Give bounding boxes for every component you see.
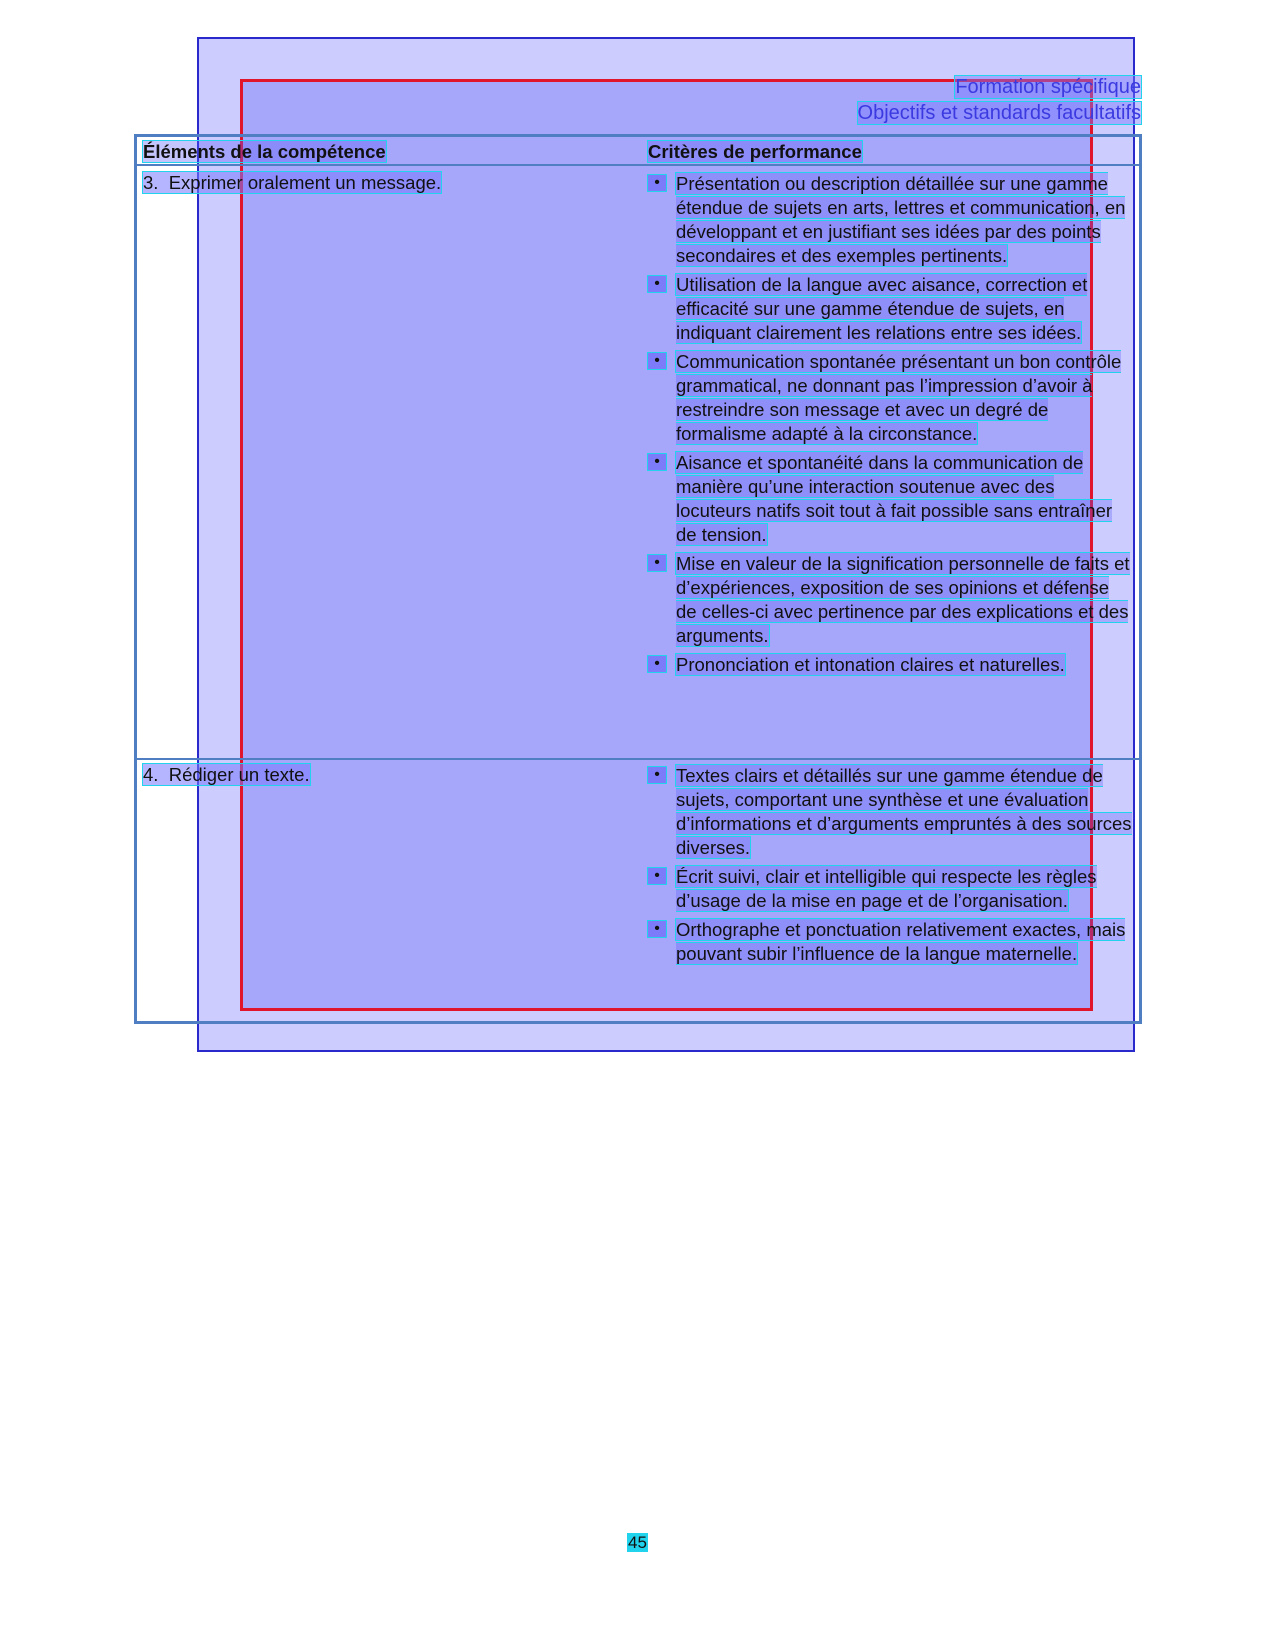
list-item: • Utilisation de la langue avec aisance, correction et efficacité sur une gamme étendue de sujets, en indiquant clairement les relations entre ses idées. xyxy=(648,273,1133,345)
bullet-icon: • xyxy=(648,921,666,937)
header-divider xyxy=(134,164,1142,166)
list-item: • Écrit suivi, clair et intelligible qui respecte les règles d’usage de la mise en page et de l’organisation. xyxy=(648,865,1133,913)
table-row-element: 4. Rédiger un texte. xyxy=(143,764,310,785)
bullet-icon: • xyxy=(648,656,666,672)
bullet-icon: • xyxy=(648,868,666,884)
row-divider xyxy=(134,758,1142,760)
bullet-icon: • xyxy=(648,175,666,191)
bullet-icon: • xyxy=(648,767,666,783)
list-item: • Présentation ou description détaillée sur une gamme étendue de sujets en arts, lettres et communication, en développant et en justifiant ses idées par des points secondaires et des exemples pertinents. xyxy=(648,172,1133,268)
list-item: • Mise en valeur de la signification personnelle de faits et d’expériences, exposition de ses opinions et défense de celles-ci avec pertinence par des explications et des arguments. xyxy=(648,552,1133,648)
bullet-icon: • xyxy=(648,276,666,292)
criteria-list xyxy=(648,172,1133,682)
criteria-list xyxy=(648,764,1133,971)
bullet-icon: • xyxy=(648,454,666,470)
list-item: • Aisance et spontanéité dans la communication de manière qu’une interaction soutenue avec des locuteurs natifs soit tout à fait possible sans entraîner de tension. xyxy=(648,451,1133,547)
bullet-icon: • xyxy=(648,353,666,369)
list-item: • Orthographe et ponctuation relativement exactes, mais pouvant subir l’influence de la langue maternelle. xyxy=(648,918,1133,966)
bullet-icon: • xyxy=(648,555,666,571)
table-row-element: 3. Exprimer oralement un message. xyxy=(143,172,442,193)
list-item: • Communication spontanée présentant un bon contrôle grammatical, ne donnant pas l’impression d’avoir à restreindre son message et avec un degré de formalisme adapté à la circonstance. xyxy=(648,350,1133,446)
page-number: 45 xyxy=(628,1533,647,1552)
running-header-subtitle: Objectifs et standards facultatifs xyxy=(857,102,1141,124)
column-header-criteria: Critères de performance xyxy=(648,141,862,162)
column-header-elements: Éléments de la compétence xyxy=(143,141,386,162)
list-item: • Prononciation et intonation claires et naturelles. xyxy=(648,653,1133,677)
running-header-title: Formation spécifique xyxy=(955,76,1141,98)
list-item: • Textes clairs et détaillés sur une gamme étendue de sujets, comportant une synthèse et une évaluation d’informations et d’arguments empruntés à des sources diverses. xyxy=(648,764,1133,860)
